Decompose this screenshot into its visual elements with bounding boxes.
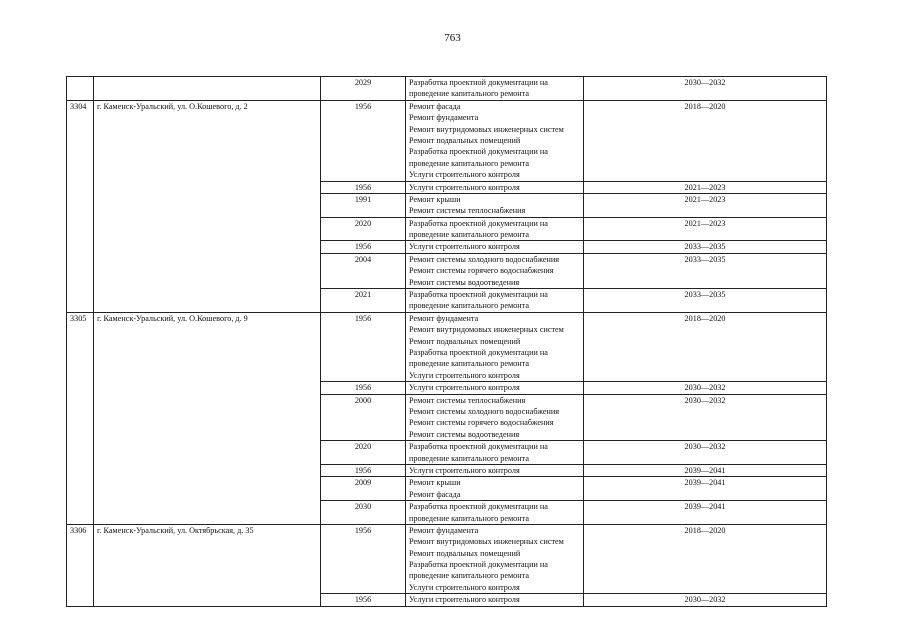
period-cell: 2030—2032 [584, 441, 827, 465]
table-row [67, 77, 827, 101]
work-item: проведение капитального ремонта [409, 230, 529, 240]
period-cell: 2018—2020 [584, 100, 827, 181]
work-item: Разработка проектной документации на [409, 442, 548, 452]
year-cell: 1956 [321, 181, 406, 193]
year-cell: 1956 [321, 464, 406, 476]
work-item: Ремонт подвальных помещений [409, 548, 521, 558]
work-item: Услуги строительного контроля [409, 383, 520, 393]
building-address: г. Каменск-Уральский, ул. Октябрьская, д. 35 [94, 524, 321, 606]
work-item: проведение капитального ремонта [409, 513, 529, 523]
works-cell [406, 441, 584, 465]
work-item: проведение капитального ремонта [409, 301, 529, 311]
work-item: Ремонт подвальных помещений [409, 135, 521, 145]
work-item: проведение капитального ремонта [409, 89, 529, 99]
work-item: Разработка проектной документации на [409, 290, 548, 300]
work-item: Услуги строительного контроля [409, 465, 520, 475]
period-cell: 2033—2035 [584, 241, 827, 253]
works-cell [406, 394, 584, 441]
table-row [67, 100, 827, 181]
year-cell: 1956 [321, 524, 406, 593]
work-item: проведение капитального ремонта [409, 453, 529, 463]
period-cell: 2030—2032 [584, 382, 827, 394]
work-item: Услуги строительного контроля [409, 595, 520, 605]
period-cell: 2021—2023 [584, 217, 827, 241]
work-item: Ремонт внутридомовых инженерных систем [409, 537, 564, 547]
works-cell [406, 477, 584, 501]
works-cell [406, 77, 584, 101]
work-item: Ремонт системы водоотведения [409, 277, 520, 287]
work-item: Ремонт системы горячего водоснабжения [409, 266, 554, 276]
year-cell: 1991 [321, 193, 406, 217]
year-cell: 2009 [321, 477, 406, 501]
works-cell [406, 524, 584, 593]
work-item: проведение капитального ремонта [409, 158, 529, 168]
work-item: Ремонт системы холодного водоснабжения [409, 406, 560, 416]
work-item: Разработка проектной документации на [409, 348, 548, 358]
works-cell [406, 193, 584, 217]
work-item: Ремонт системы теплоснабжения [409, 206, 526, 216]
work-item: Ремонт крыши [409, 478, 461, 488]
work-item: Услуги строительного контроля [409, 370, 520, 380]
works-cell [406, 253, 584, 288]
work-item: Разработка проектной документации на [409, 218, 548, 228]
year-cell: 1956 [321, 100, 406, 181]
period-cell: 2018—2020 [584, 312, 827, 381]
works-cell [406, 241, 584, 253]
table-row [67, 312, 827, 381]
work-item: проведение капитального ремонта [409, 571, 529, 581]
period-cell: 2033—2035 [584, 253, 827, 288]
period-cell: 2030—2032 [584, 394, 827, 441]
work-item: Ремонт системы теплоснабжения [409, 395, 526, 405]
year-cell: 2020 [321, 441, 406, 465]
year-cell: 2021 [321, 289, 406, 313]
works-cell [406, 464, 584, 476]
table-row [67, 524, 827, 593]
page-number: 763 [444, 32, 461, 44]
works-cell [406, 100, 584, 181]
building-address: г. Каменск-Уральский, ул. О.Кошевого, д. 9 [94, 312, 321, 524]
period-cell: 2018—2020 [584, 524, 827, 593]
work-item: Ремонт фундамента [409, 525, 479, 535]
works-cell [406, 289, 584, 313]
work-item: Ремонт подвальных помещений [409, 336, 521, 346]
work-item: проведение капитального ремонта [409, 359, 529, 369]
work-item: Ремонт фундамента [409, 113, 479, 123]
period-cell: 2021—2023 [584, 181, 827, 193]
work-item: Разработка проектной документации на [409, 147, 548, 157]
period-cell: 2039—2041 [584, 477, 827, 501]
work-item: Разработка проектной документации на [409, 78, 548, 87]
period-cell: 2039—2041 [584, 464, 827, 476]
year-cell: 1956 [321, 312, 406, 381]
building-address: г. Каменск-Уральский, ул. О.Кошевого, д. 2 [94, 100, 321, 312]
building-address [94, 77, 321, 101]
building-number [67, 77, 94, 101]
work-item: Разработка проектной документации на [409, 560, 548, 570]
year-cell: 1956 [321, 594, 406, 606]
year-cell: 2020 [321, 217, 406, 241]
works-cell [406, 217, 584, 241]
work-item: Услуги строительного контроля [409, 182, 520, 192]
year-cell: 2000 [321, 394, 406, 441]
period-cell: 2021—2023 [584, 193, 827, 217]
year-cell: 2029 [321, 77, 406, 101]
work-item: Ремонт внутридомовых инженерных систем [409, 124, 564, 134]
year-cell: 1956 [321, 382, 406, 394]
work-item: Ремонт системы водоотведения [409, 429, 520, 439]
works-cell [406, 312, 584, 381]
period-cell: 2039—2041 [584, 501, 827, 525]
work-item: Услуги строительного контроля [409, 170, 520, 180]
work-item: Ремонт фасада [409, 101, 461, 111]
year-cell: 1956 [321, 241, 406, 253]
building-number: 3305 [67, 312, 94, 524]
work-item: Услуги строительного контроля [409, 242, 520, 252]
work-item: Ремонт системы горячего водоснабжения [409, 418, 554, 428]
works-cell [406, 594, 584, 606]
works-cell [406, 181, 584, 193]
works-cell [406, 382, 584, 394]
building-number: 3304 [67, 100, 94, 312]
work-item: Разработка проектной документации на [409, 502, 548, 512]
work-item: Ремонт внутридомовых инженерных систем [409, 325, 564, 335]
building-number: 3306 [67, 524, 94, 606]
period-cell: 2033—2035 [584, 289, 827, 313]
year-cell: 2004 [321, 253, 406, 288]
work-item: Услуги строительного контроля [409, 582, 520, 592]
table-body [67, 77, 827, 607]
work-item: Ремонт фундамента [409, 313, 479, 323]
works-cell [406, 501, 584, 525]
year-cell: 2030 [321, 501, 406, 525]
capital-repair-table [66, 76, 827, 607]
period-cell: 2030—2032 [584, 594, 827, 606]
period-cell: 2030—2032 [584, 77, 827, 101]
work-item: Ремонт фасада [409, 489, 461, 499]
work-item: Ремонт крыши [409, 194, 461, 204]
work-item: Ремонт системы холодного водоснабжения [409, 254, 560, 264]
